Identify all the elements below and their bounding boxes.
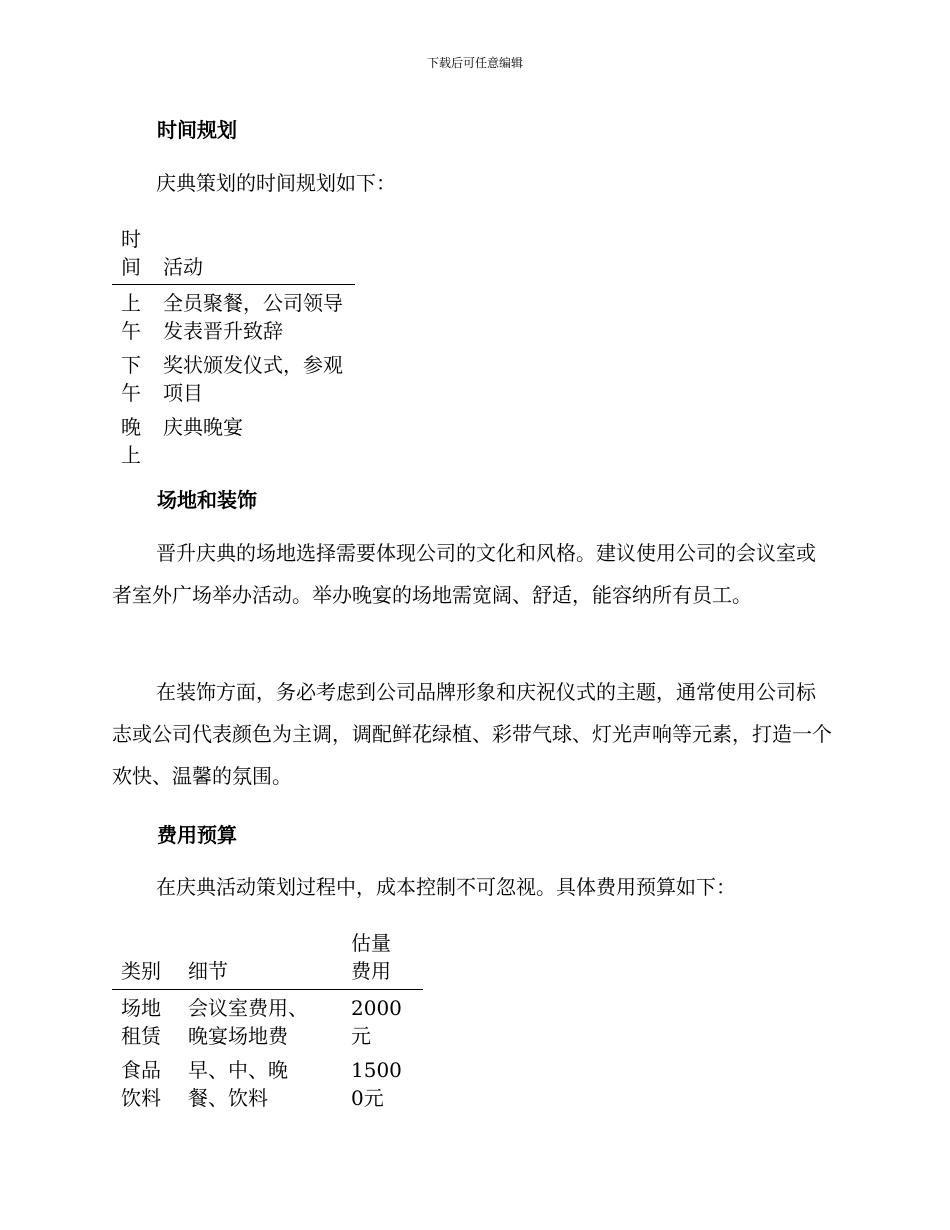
table-cell-detail: 会议室费用、晚宴场地费 bbox=[188, 996, 308, 1048]
table-header-time: 时间 bbox=[121, 227, 141, 279]
section-heading-budget: 费用预算 bbox=[157, 823, 237, 847]
time-plan-intro: 庆典策划的时间规划如下： bbox=[156, 171, 396, 195]
page-header: 下载后可任意编辑 bbox=[426, 56, 523, 70]
table-cell-time: 下午 bbox=[121, 353, 141, 405]
table-cell-activity: 全员聚餐，公司领导发表晋升致辞 bbox=[163, 291, 343, 343]
venue-paragraph-2: 在装饰方面，务必考虑到公司品牌形象和庆祝仪式的主题，通常使用公司标志或公司代表颜色为主调，调配鲜花绿植、彩带气球、灯光声响等元素，打造一个欢快、温馨的氛围。 bbox=[112, 680, 832, 788]
table-header-rule bbox=[112, 284, 355, 285]
table-cell-activity: 庆典晚宴 bbox=[163, 415, 243, 439]
table-cell-detail: 早、中、晚餐、饮料 bbox=[188, 1058, 288, 1110]
venue-paragraph-1: 晋升庆典的场地选择需要体现公司的文化和风格。建议使用公司的会议室或者室外广场举办活动。举办晚宴的场地需宽阔、舒适，能容纳所有员工。 bbox=[112, 541, 816, 607]
table-cell-cost: 15000元 bbox=[351, 1058, 402, 1110]
table-cell-cost: 2000元 bbox=[351, 996, 402, 1048]
table-header-activity: 活动 bbox=[163, 255, 203, 279]
table-cell-time: 上午 bbox=[121, 291, 141, 343]
section-heading-time-plan: 时间规划 bbox=[157, 118, 237, 142]
table-header-detail: 细节 bbox=[188, 959, 228, 983]
table-header-category: 类别 bbox=[121, 959, 161, 983]
budget-intro: 在庆典活动策划过程中，成本控制不可忽视。具体费用预算如下： bbox=[156, 875, 736, 899]
table-cell-category: 食品饮料 bbox=[121, 1058, 161, 1110]
section-heading-venue: 场地和装饰 bbox=[157, 488, 257, 512]
table-cell-time: 晚上 bbox=[121, 415, 141, 467]
table-header-cost: 估量费用 bbox=[351, 931, 391, 983]
table-cell-category: 场地租赁 bbox=[121, 996, 161, 1048]
table-cell-activity: 奖状颁发仪式，参观项目 bbox=[163, 353, 343, 405]
table-header-rule bbox=[112, 989, 423, 990]
